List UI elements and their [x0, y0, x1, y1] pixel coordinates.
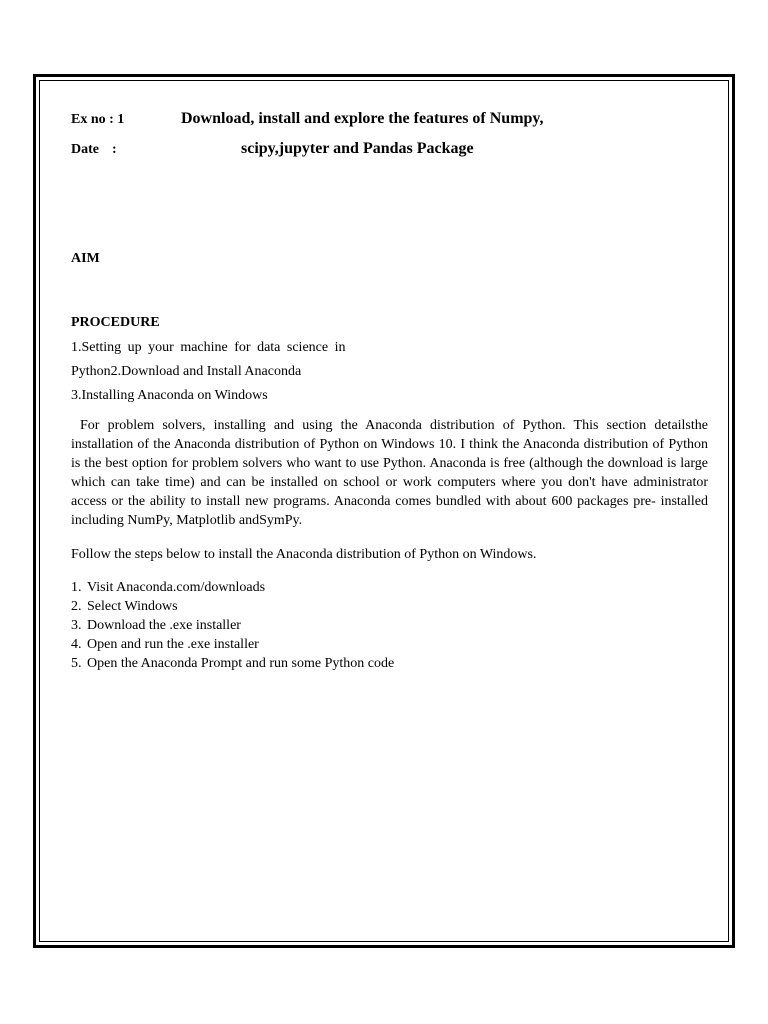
step-number: 2.	[71, 599, 82, 614]
exercise-number: Ex no : 1	[71, 112, 125, 127]
step-text: Select Windows	[87, 599, 178, 614]
step-text: Visit Anaconda.com/downloads	[87, 580, 266, 595]
step-number: 3.	[71, 618, 82, 633]
step-number: 1.	[71, 580, 82, 595]
list-item	[71, 578, 394, 597]
step-text: Open the Anaconda Prompt and run some Python code	[87, 656, 395, 671]
procedure-line: 1.Setting up your machine for data science in	[71, 340, 346, 355]
install-steps-list	[71, 578, 394, 673]
procedure-line: Python2.Download and Install Anaconda	[71, 364, 302, 379]
step-text: Download the .exe installer	[87, 618, 241, 633]
aim-heading: AIM	[71, 251, 100, 266]
list-item	[71, 654, 394, 673]
list-item	[71, 597, 394, 616]
step-number: 4.	[71, 637, 82, 652]
date-colon: :	[112, 142, 117, 157]
list-item	[71, 635, 394, 654]
title-line-1: Download, install and explore the features of Numpy,	[181, 110, 544, 127]
description-paragraph: For problem solvers, installing and using the Anaconda distribution of Python. This section detailsthe installation of the Anaconda distribution of Python on Windows 10. I think the Anaconda distribution of Python is the best option for problem solvers who want to use Python. Anaconda is free (although the download is large which can take time) and can be installed on school or work computers where you don't have administrator access or the ability to install new programs. Anaconda comes bundled with about 600 packages pre- installed including NumPy, Matplotlib andSymPy.	[71, 418, 708, 528]
list-item	[71, 616, 394, 635]
follow-steps-text: Follow the steps below to install the Anaconda distribution of Python on Windows.	[71, 547, 537, 562]
step-text: Open and run the .exe installer	[87, 637, 259, 652]
procedure-line: 3.Installing Anaconda on Windows	[71, 388, 268, 403]
date-label: Date	[71, 142, 99, 157]
step-number: 5.	[71, 656, 82, 671]
title-line-2: scipy,jupyter and Pandas Package	[241, 140, 474, 157]
procedure-heading: PROCEDURE	[71, 315, 160, 330]
